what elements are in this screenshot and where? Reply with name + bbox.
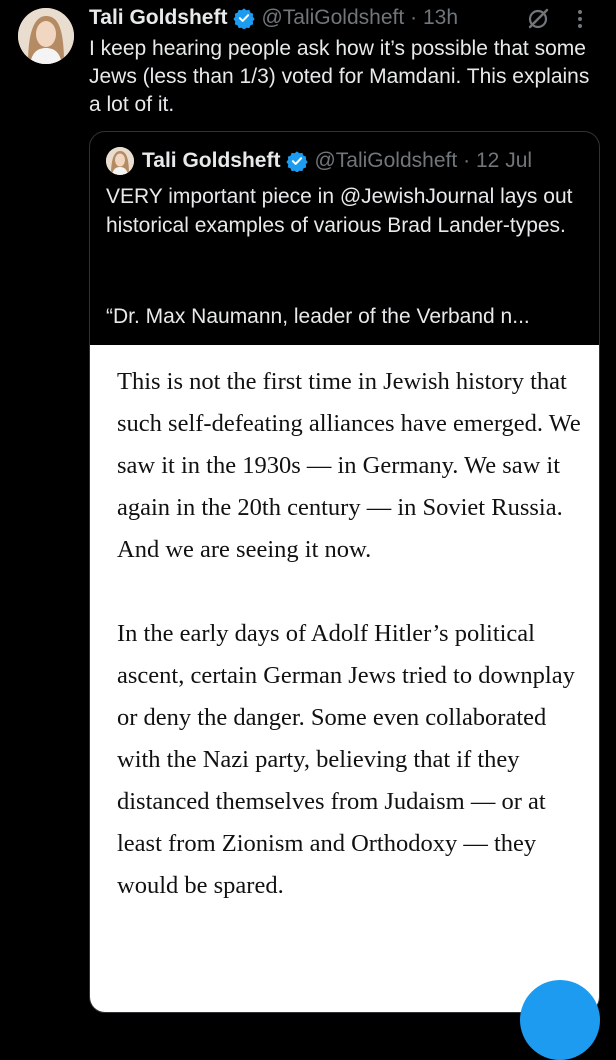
article-paragraph: This is not the first time in Jewish history that such self-defeating alliances have emerged. We saw it in the 1930s — in Germany. We saw it again in the 20th century — in Soviet Russia. And we are seeing it now. (117, 368, 581, 563)
quote-image-article-screenshot[interactable] (90, 345, 599, 1013)
quote-excerpt: “Dr. Max Naumann, leader of the Verband n... (106, 305, 530, 328)
quote-header (106, 146, 532, 176)
author-avatar[interactable] (18, 8, 74, 64)
more-options-icon[interactable] (570, 4, 590, 37)
quote-author-handle[interactable]: @TaliGoldsheft (314, 149, 458, 172)
grok-icon[interactable] (525, 6, 551, 37)
author-handle[interactable]: @TaliGoldsheft (261, 6, 405, 29)
compose-fab-button[interactable] (520, 980, 600, 1060)
tweet-time[interactable]: · 13h (410, 6, 459, 29)
quote-text (106, 182, 586, 240)
article-text (117, 361, 587, 907)
quote-time[interactable]: · 12 Jul (463, 149, 533, 172)
quote-verified-badge-icon[interactable] (286, 150, 308, 172)
quote-author-avatar[interactable] (106, 147, 134, 175)
jewishjournal-mention-link[interactable]: @JewishJournal (339, 185, 495, 208)
quote-text-prefix: VERY important piece in (106, 185, 340, 208)
author-name[interactable]: Tali Goldsheft (89, 6, 228, 29)
verified-badge-icon[interactable] (233, 7, 255, 29)
quote-author-name[interactable]: Tali Goldsheft (142, 149, 281, 172)
quote-text-suffix: lays out historical examples of various Brad Lander-types. (106, 185, 573, 237)
quoted-tweet[interactable] (89, 131, 600, 1013)
article-paragraph: In the early days of Adolf Hitler’s political ascent, certain German Jews tried to downplay or deny the danger. Some even collaborated with the Nazi party, believing that if they distanced themselves from Judaism — or at least from Zionism and Orthodoxy — they would be spared. (117, 620, 575, 899)
tweet-text: I keep hearing people ask how it’s possible that some Jews (less than 1/3) voted for Mamdani. This explains a lot of it. (89, 37, 590, 116)
